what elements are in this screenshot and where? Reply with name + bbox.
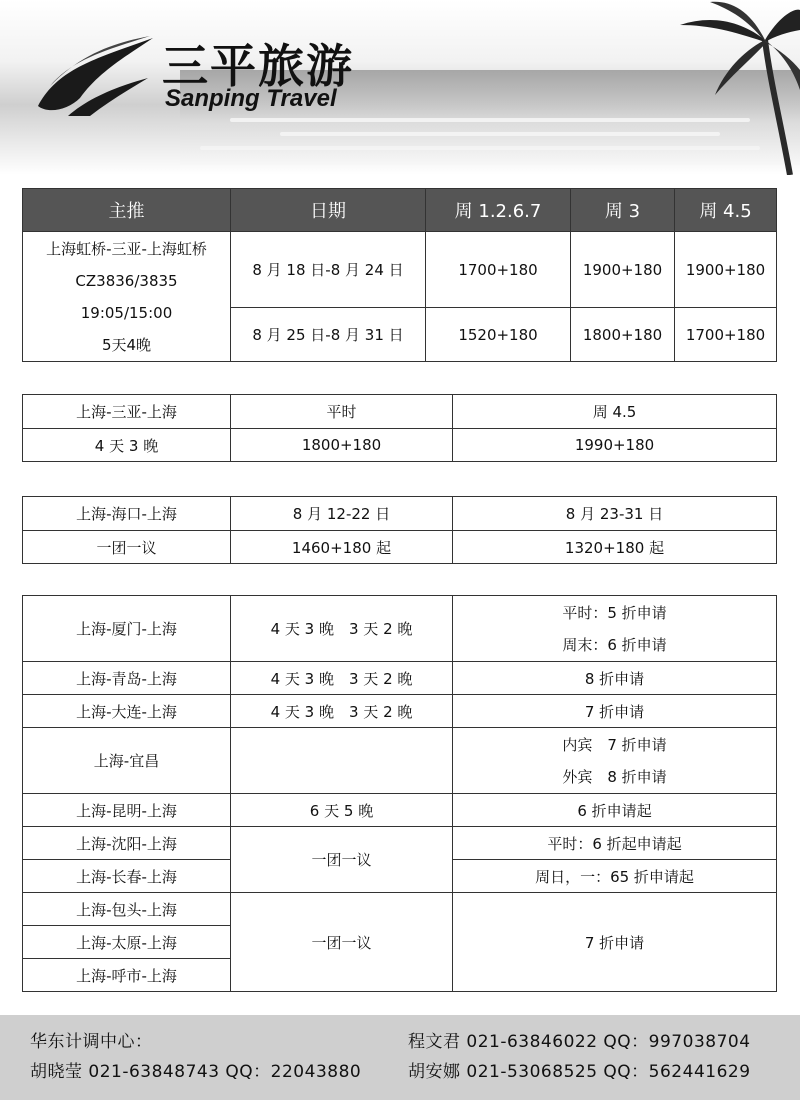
price-cell: 7 折申请 (453, 893, 777, 992)
route-info-cell (23, 232, 231, 362)
other-routes-table (22, 595, 777, 992)
trip-duration: 5天4晚 (101, 335, 152, 354)
contact-line: 胡安娜 021-53068525 QQ：562441629 (408, 1062, 751, 1082)
route-name: 上海-宜昌 (23, 728, 231, 794)
price-cell: 8 折申请 (453, 662, 777, 695)
main-route-table (22, 188, 777, 362)
price-cell: 1800+180 (571, 308, 675, 362)
price-cell: 1800+180 (231, 429, 453, 462)
price-cell: 1900+180 (571, 232, 675, 308)
header-weekday-45: 周 4.5 (675, 189, 777, 232)
route-name: 上海-三亚-上海 (23, 395, 231, 429)
column-header: 8 月 12-22 日 (231, 497, 453, 531)
brand-name-cn: 三平旅游 (162, 39, 354, 93)
price-cell: 1900+180 (675, 232, 777, 308)
route-name: 上海-海口-上海 (23, 497, 231, 531)
trip-duration: 4 天 3 晚 3 天 2 晚 (231, 596, 453, 662)
wave-line (280, 132, 720, 136)
contact-line: 程文君 021-63846022 QQ：997038704 (408, 1032, 751, 1052)
route-name: 上海-太原-上海 (23, 926, 231, 959)
column-header: 平时 (231, 395, 453, 429)
trip-duration: 6 天 5 晚 (231, 794, 453, 827)
route-name: 上海-沈阳-上海 (23, 827, 231, 860)
group-note: 一团一议 (231, 893, 453, 992)
column-header: 8 月 23-31 日 (453, 497, 777, 531)
route-name: 上海-呼市-上海 (23, 959, 231, 992)
header-weekday-1267: 周 1.2.6.7 (426, 189, 571, 232)
column-header: 周 4.5 (453, 395, 777, 429)
price-line: 外宾 8 折申请 (562, 767, 667, 786)
wave-logo-icon (28, 28, 158, 118)
route-name: 上海虹桥-三亚-上海虹桥 (46, 239, 207, 258)
price-cell: 平时：6 折起申请起 (453, 827, 777, 860)
price-cell: 1700+180 (426, 232, 571, 308)
price-cell: 7 折申请 (453, 695, 777, 728)
price-cell: 1700+180 (675, 308, 777, 362)
header-banner (0, 0, 800, 175)
price-cell (453, 728, 777, 794)
price-cell (453, 596, 777, 662)
date-cell: 8 月 25 日-8 月 31 日 (231, 308, 426, 362)
contact-footer (0, 1015, 800, 1100)
price-line: 周末：6 折申请 (562, 635, 667, 654)
group-note: 一团一议 (231, 827, 453, 893)
price-cell: 周日，一：65 折申请起 (453, 860, 777, 893)
route-name: 上海-厦门-上海 (23, 596, 231, 662)
flight-time: 19:05/15:00 (80, 303, 173, 322)
header-weekday-3: 周 3 (571, 189, 675, 232)
price-line: 内宾 7 折申请 (562, 735, 667, 754)
haikou-table (22, 496, 777, 564)
contact-center-label: 华东计调中心： (30, 1032, 153, 1052)
route-name: 上海-长春-上海 (23, 860, 231, 893)
brand-name-en: Sanping Travel (165, 85, 337, 112)
price-cell: 1520+180 (426, 308, 571, 362)
flight-number: CZ3836/3835 (75, 271, 178, 290)
price-cell: 1460+180 起 (231, 531, 453, 564)
trip-duration: 4 天 3 晚 3 天 2 晚 (231, 662, 453, 695)
sanya-table (22, 394, 777, 462)
price-cell: 6 折申请起 (453, 794, 777, 827)
route-name: 上海-包头-上海 (23, 893, 231, 926)
route-name: 上海-大连-上海 (23, 695, 231, 728)
price-cell: 1990+180 (453, 429, 777, 462)
date-cell: 8 月 18 日-8 月 24 日 (231, 232, 426, 308)
group-note: 一团一议 (23, 531, 231, 564)
trip-duration (231, 728, 453, 794)
header-main-route: 主推 (23, 189, 231, 232)
route-name: 上海-青岛-上海 (23, 662, 231, 695)
trip-duration: 4 天 3 晚 (23, 429, 231, 462)
route-name: 上海-昆明-上海 (23, 794, 231, 827)
palm-tree-icon (670, 0, 800, 175)
header-date: 日期 (231, 189, 426, 232)
trip-duration: 4 天 3 晚 3 天 2 晚 (231, 695, 453, 728)
price-cell: 1320+180 起 (453, 531, 777, 564)
price-line: 平时：5 折申请 (562, 603, 667, 622)
contact-line: 胡晓莹 021-63848743 QQ：22043880 (30, 1062, 362, 1082)
